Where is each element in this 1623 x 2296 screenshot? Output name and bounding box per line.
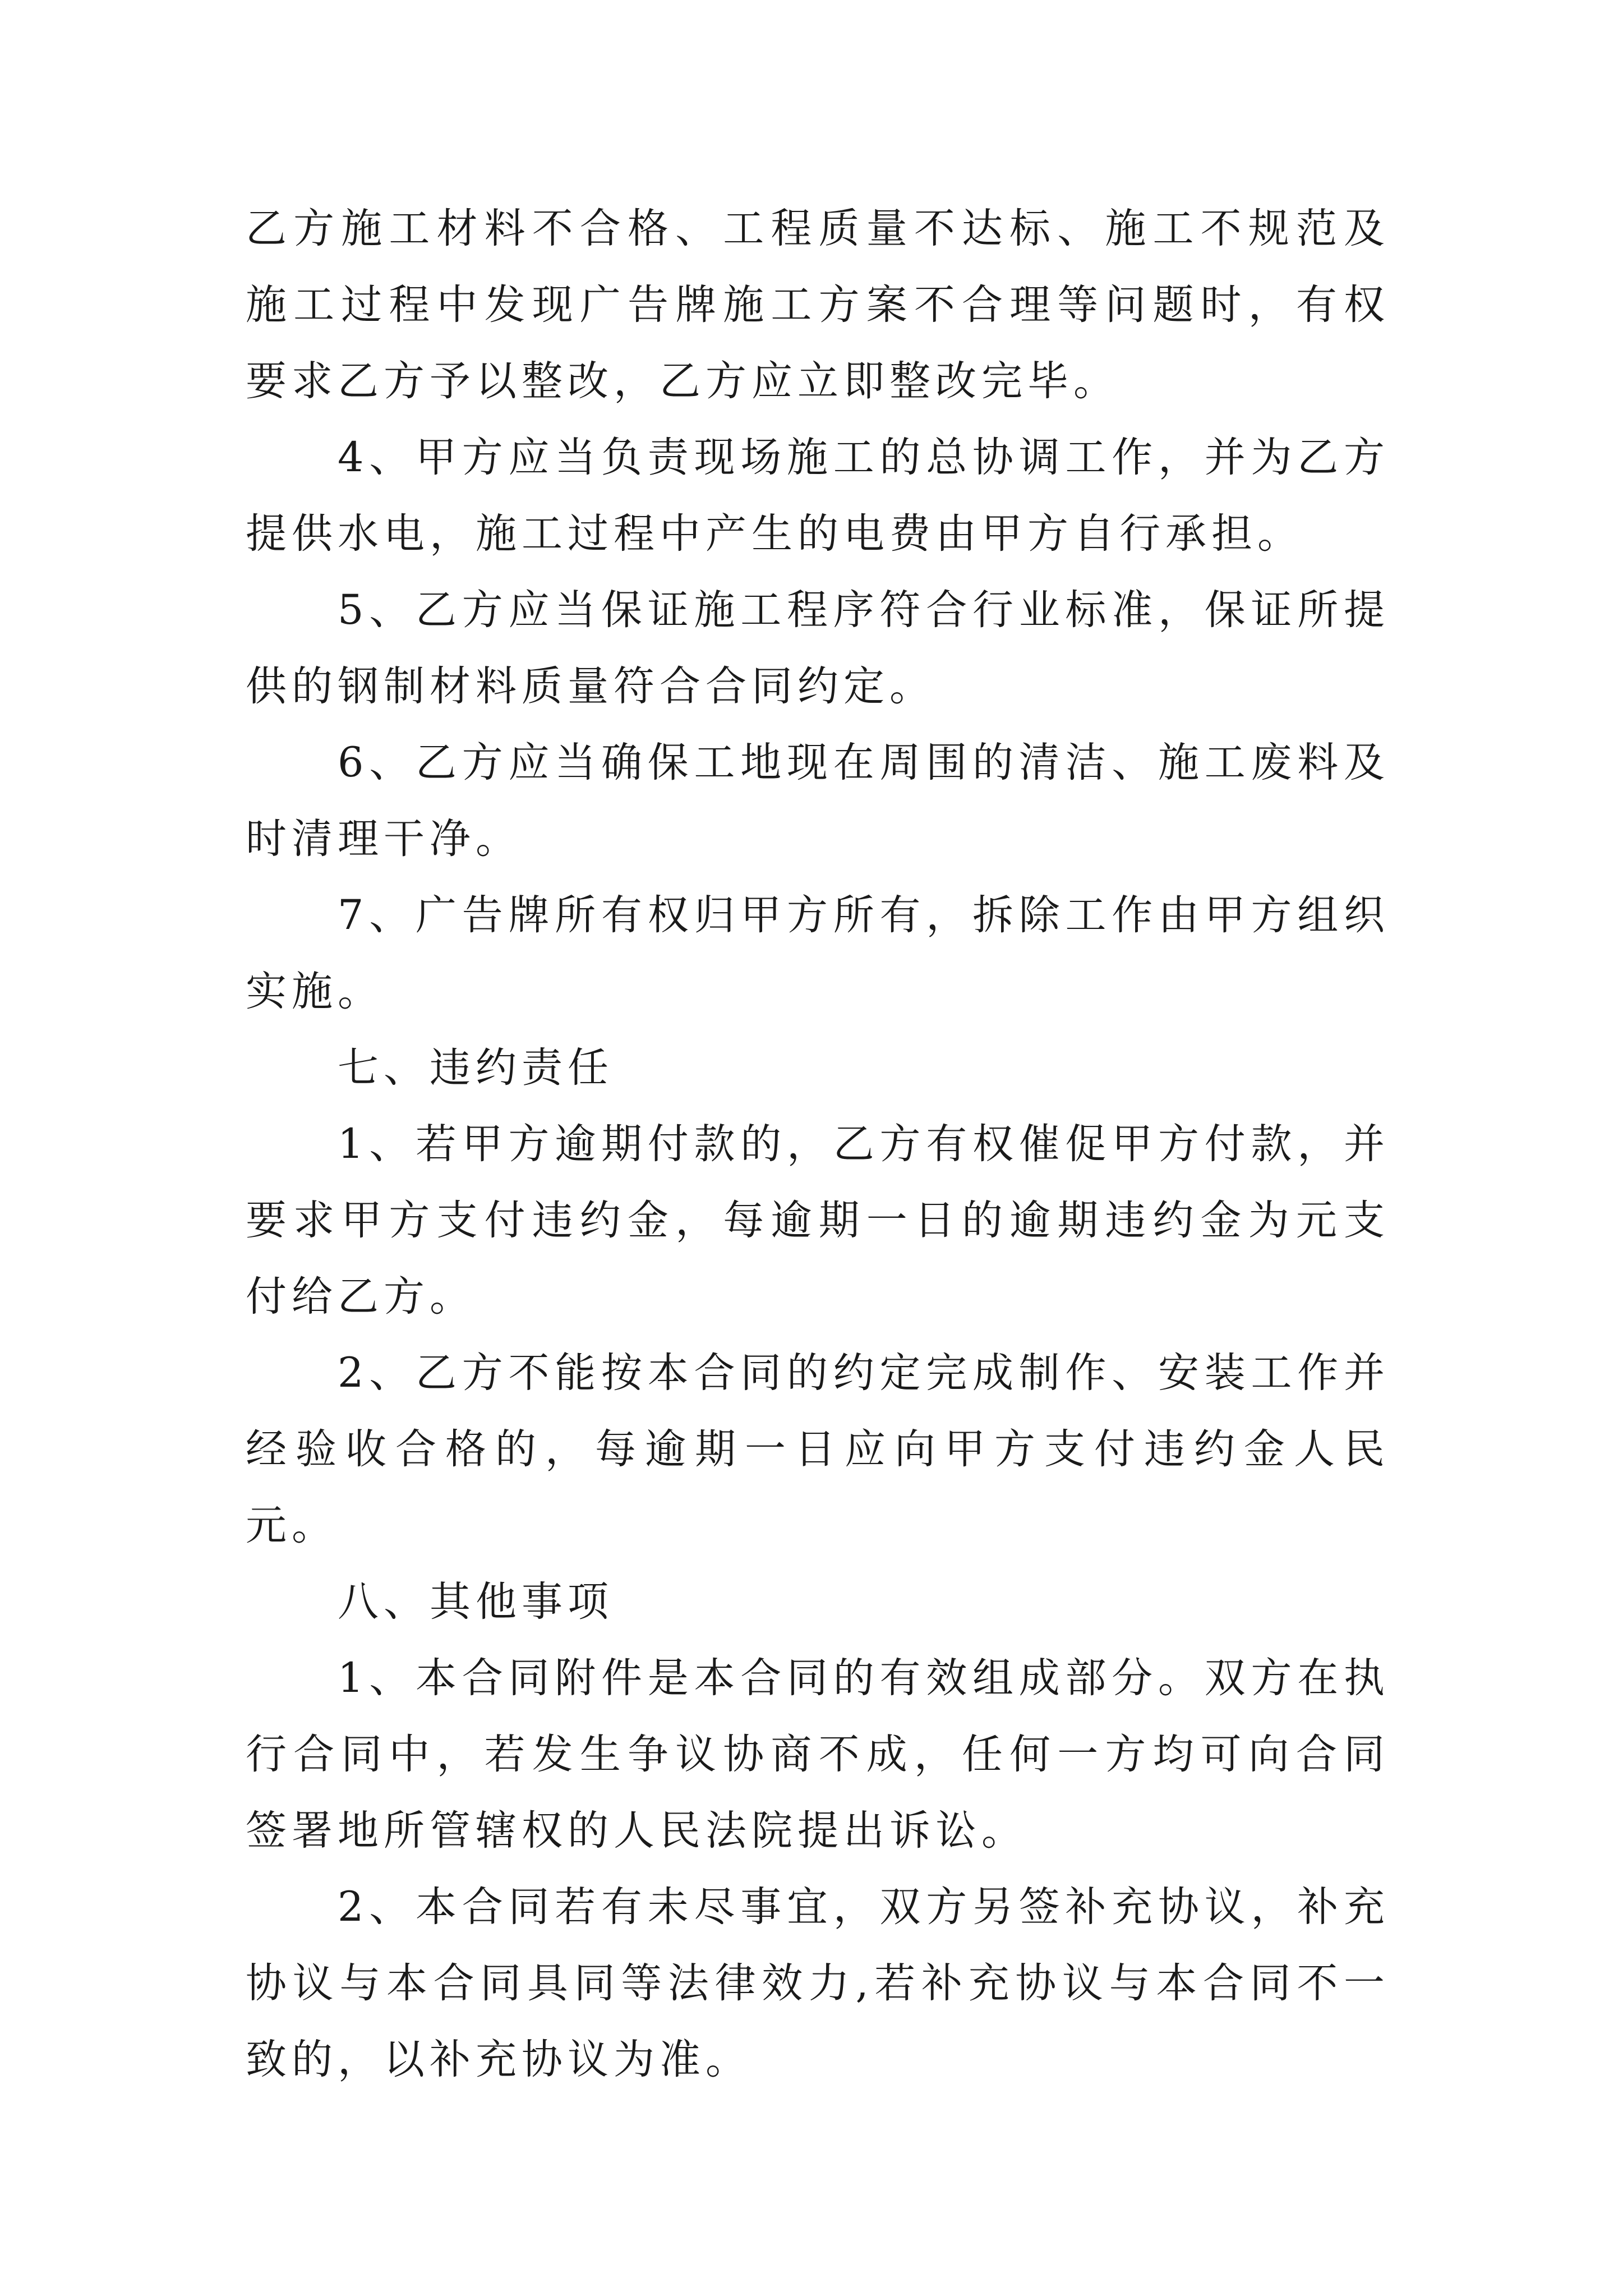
paragraph-clause-5-standards: 5、乙方应当保证施工程序符合行业标准，保证所提供的钢制材料质量符合合同约定。 bbox=[246, 586, 1390, 710]
paragraph-other-2-supplementary: 2、本合同若有未尽事宜，双方另签补充协议，补充协议与本合同具同等法律效力,若补充协议与本合同不一致的，以补充协议为准。 bbox=[246, 1883, 1390, 2083]
paragraph-clause-7-ownership: 7、广告牌所有权归甲方所有，拆除工作由甲方组织实施。 bbox=[246, 891, 1390, 1015]
section-heading-other-matters: 八、其他事项 bbox=[338, 1578, 614, 1626]
section-heading-breach-liability: 七、违约责任 bbox=[338, 1044, 614, 1092]
paragraph-clause-4-coordination: 4、甲方应当负责现场施工的总协调工作，并为乙方提供水电，施工过程中产生的电费由甲方自行承担。 bbox=[246, 434, 1390, 558]
paragraph-clause-6-cleanliness: 6、乙方应当确保工地现在周围的清洁、施工废料及时清理干净。 bbox=[246, 739, 1390, 863]
paragraph-other-1-disputes: 1、本合同附件是本合同的有效组成部分。双方在执行合同中，若发生争议协商不成，任何一方均可向合同签署地所管辖权的人民法院提出诉讼。 bbox=[246, 1654, 1390, 1855]
paragraph-breach-1-late-payment: 1、若甲方逾期付款的，乙方有权催促甲方付款，并要求甲方支付违约金，每逾期一日的逾期违约金为元支付给乙方。 bbox=[246, 1120, 1390, 1320]
paragraph-rectification: 乙方施工材料不合格、工程质量不达标、施工不规范及施工过程中发现广告牌施工方案不合理等问题时，有权要求乙方予以整改，乙方应立即整改完毕。 bbox=[246, 205, 1390, 405]
document-body bbox=[246, 191, 1390, 2098]
paragraph-breach-2-late-completion: 2、乙方不能按本合同的约定完成制作、安装工作并经验收合格的，每逾期一日应向甲方支付违约金人民元。 bbox=[246, 1349, 1390, 1549]
